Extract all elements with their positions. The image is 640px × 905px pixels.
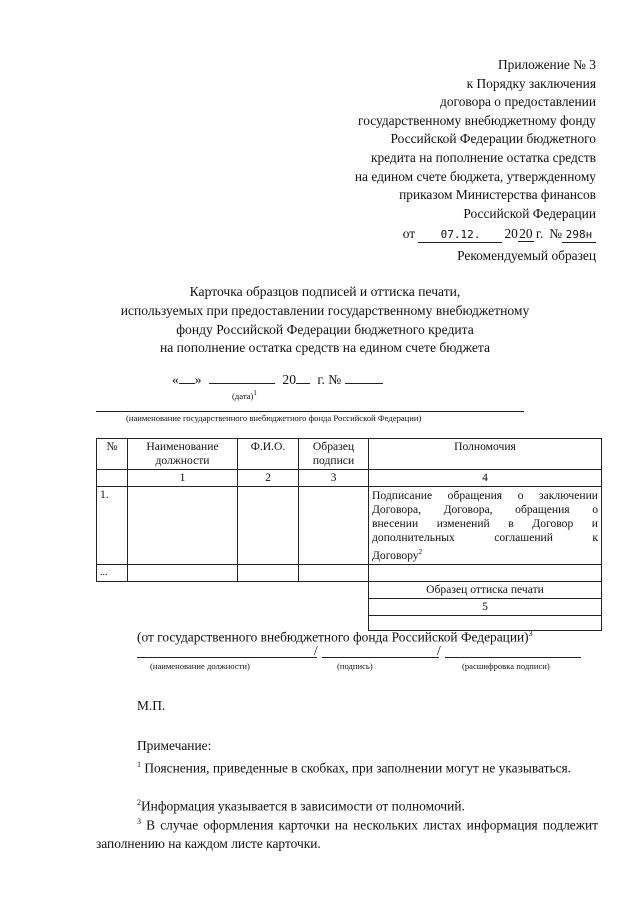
date-century: 20 [282, 372, 296, 387]
row-position [128, 487, 238, 565]
signature-line [322, 657, 439, 658]
fund-caption: (наименование государственного внебюджетного фонда Российской Федерации) [126, 413, 422, 423]
date-close-quote: » [194, 372, 202, 387]
cell-empty [97, 470, 128, 487]
appendix-line: Приложение № 3 [497, 57, 596, 72]
sig-separator: / [314, 643, 318, 658]
number-blank [345, 371, 383, 384]
appendix-line: на едином счете бюджета, утвержденному [354, 168, 596, 184]
row-fio [238, 564, 299, 581]
stamp-number-row [97, 598, 602, 615]
position-caption: (наименование должности) [150, 661, 250, 671]
sig-separator: / [437, 643, 441, 658]
signature-table [96, 438, 602, 631]
from-fund-text: (от государственного внебюджетного фонда Российской Федерации) [137, 629, 529, 645]
document-title [90, 283, 560, 358]
appendix-line: кредита на пополнение остатка средств [370, 149, 596, 165]
table-row [97, 487, 602, 565]
note-number: 2 [137, 798, 141, 807]
title-line: на пополнение остатка средств на едином счете бюджета [159, 340, 491, 356]
header-fio: Ф.И.О. [238, 439, 299, 470]
order-number-sign: № [549, 226, 562, 242]
table-row [97, 564, 602, 581]
powers-line: внесении изменений в Договор и [372, 517, 598, 530]
recommended-label: Рекомендуемый образец [457, 248, 596, 263]
note-item [96, 755, 598, 777]
date-open-quote: « [172, 372, 179, 387]
title-line: используемых при предоставлении государственному внебюджетному [120, 302, 530, 318]
date-caption-note: 1 [253, 389, 257, 397]
notes-title: Примечание: [137, 738, 212, 753]
table-numbers-row [97, 470, 602, 487]
note-text: Пояснения, приведенные в скобках, при заполнении могут не указываться. [144, 760, 572, 776]
col-number: 3 [299, 470, 369, 487]
date-line [172, 371, 383, 388]
header-position: Наименование должности [128, 439, 238, 470]
row-num: ... [97, 564, 128, 581]
fund-name-line [96, 411, 524, 412]
stamp-place: М.П. [137, 698, 166, 713]
powers-note: 2 [418, 548, 423, 556]
order-year-unit: г. [535, 226, 544, 242]
note-text: Информация указывается в зависимости от полномочий. [141, 798, 465, 814]
table-header-row [97, 439, 602, 470]
year-blank [296, 371, 310, 384]
date-caption [232, 389, 257, 401]
date-number-label: г. № [317, 372, 342, 387]
note-number: 1 [137, 760, 141, 769]
order-date: 07.12. [418, 228, 502, 243]
note-text: В случае оформления карточки на нескольких листах информация подлежит заполнению на каждом листе карточки. [96, 817, 599, 852]
title-line: фонду Российской Федерации бюджетного кредита [176, 321, 474, 337]
row-powers [369, 564, 602, 581]
from-fund [137, 624, 533, 646]
blank-area [97, 598, 369, 615]
order-year-prefix: 20 [504, 226, 518, 242]
powers-line: Подписание обращения о заключении [372, 489, 598, 502]
powers-last-line [372, 545, 598, 563]
appendix-line: Российской Федерации бюджетного [390, 131, 596, 147]
date-caption-text: (дата) [232, 390, 254, 401]
decoding-line [445, 657, 581, 658]
col-number: 2 [238, 470, 299, 487]
day-blank [179, 371, 195, 384]
col-number: 4 [369, 470, 602, 487]
appendix-line: к Порядку заключения [466, 75, 596, 91]
position-line [137, 657, 317, 658]
row-powers [369, 487, 602, 565]
header-num: № [97, 439, 128, 470]
appendix-line: приказом Министерства финансов [399, 187, 596, 203]
order-number: 298н [562, 228, 596, 243]
row-position [128, 564, 238, 581]
row-sample [299, 487, 369, 565]
powers-line: дополнительных соглашений к [372, 531, 598, 544]
signature-caption: (подпись) [337, 661, 373, 671]
order-line [355, 225, 596, 244]
header-sample: Образец подписи [299, 439, 369, 470]
order-year-suffix: 20 [519, 226, 533, 242]
powers-last: Договору [372, 548, 419, 562]
appendix-line: Российской Федерации [463, 205, 596, 221]
title-line: Карточка образцов подписей и оттиска печати, [189, 284, 461, 299]
col-number: 1 [128, 470, 238, 487]
appendix-line: договора о предоставлении [440, 94, 596, 110]
powers-line: Договора, Договора, обращения о [372, 503, 598, 516]
order-prefix: от [402, 226, 416, 242]
stamp-header-row [97, 581, 602, 598]
appendix-block [355, 56, 596, 244]
stamp-col-number: 5 [369, 598, 602, 615]
row-fio [238, 487, 299, 565]
row-num: 1. [97, 487, 128, 565]
blank-area [97, 581, 369, 598]
row-sample [299, 564, 369, 581]
appendix-line: государственному внебюджетному фонду [358, 112, 596, 128]
header-powers: Полномочия [369, 439, 602, 470]
note-item [96, 812, 598, 853]
from-fund-note: 3 [528, 629, 533, 638]
stamp-header: Образец оттиска печати [369, 581, 602, 598]
decoding-caption: (расшифровка подписи) [462, 661, 550, 671]
note-number: 3 [137, 817, 141, 826]
month-blank [209, 371, 275, 384]
